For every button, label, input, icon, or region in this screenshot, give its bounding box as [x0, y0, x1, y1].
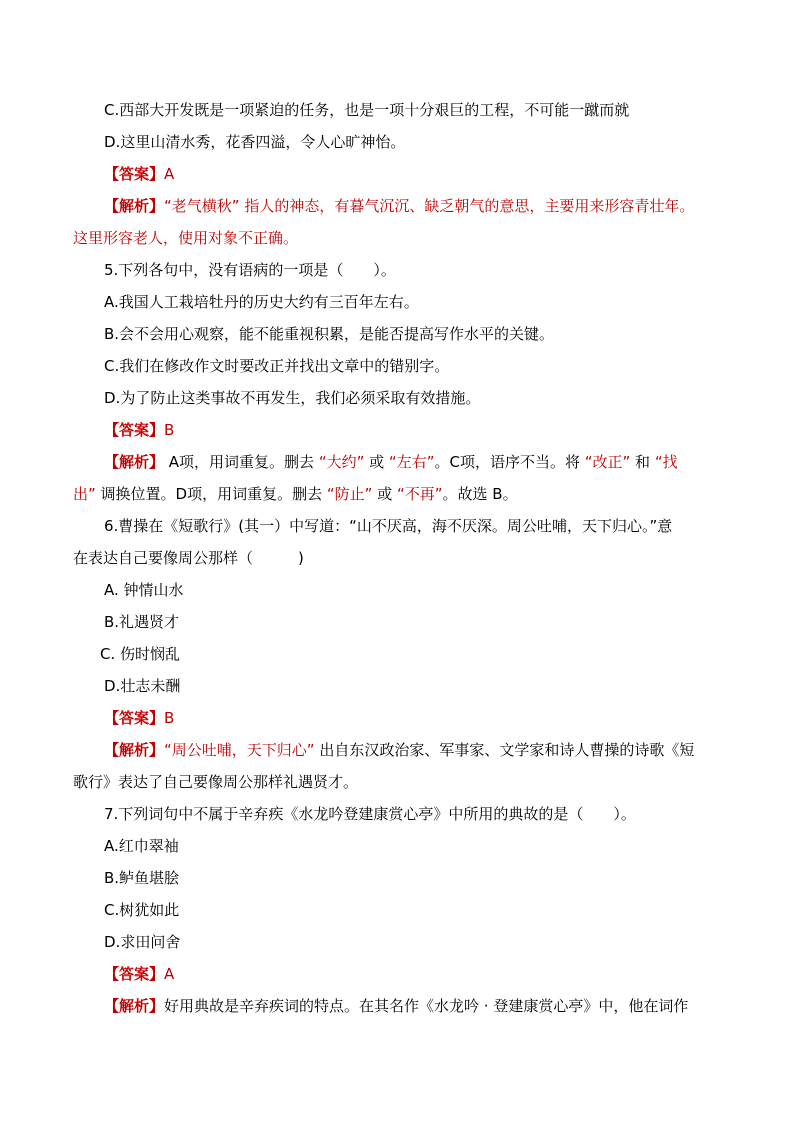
q7-option-d: D.求田问舍 — [104, 933, 181, 951]
q6-option-d: D.壮志未酬 — [104, 677, 181, 695]
q6-option-b: B.礼遇贤才 — [104, 613, 180, 631]
explanation-tag: 【解析】 — [104, 997, 165, 1015]
q5-option-d: D.为了防止这类事故不再发生，我们必须采取有效措施。 — [104, 389, 481, 407]
quoted-term: “大约” — [318, 453, 365, 471]
answer-value: B — [164, 709, 175, 727]
answer-value: B — [164, 421, 175, 439]
answer-value: A — [164, 165, 175, 183]
q4-explanation-line-2 — [73, 228, 298, 248]
quoted-term: 出” — [73, 485, 96, 503]
q7-explanation-line-1 — [104, 996, 688, 1016]
q5-stem: 5.下列各句中，没有语病的一项是（ ）。 — [104, 261, 396, 279]
explanation-tag: 【解析】 — [104, 453, 165, 471]
q4-option-d: D.这里山清水秀，花香四溢，令人心旷神怡。 — [104, 133, 406, 151]
explanation-text: 和 — [630, 453, 655, 471]
q5-explanation-line-1 — [104, 452, 678, 472]
quoted-term: “防止” — [326, 485, 373, 503]
quoted-term: “不再” — [396, 485, 443, 503]
q6-stem-line-1: 6.曹操在《短歌行》(其一）中写道：“山不厌高，海不厌深。周公吐哺，天下归心。”意 — [104, 517, 673, 535]
q6-option-a: A. 钟情山水 — [104, 581, 184, 599]
explanation-text: “老气横秋” 指人的神态，有暮气沉沉、缺乏朝气的意思，主要用来形容青壮年。 — [164, 197, 695, 215]
q5-option-a: A.我国人工栽培牡丹的历史大约有三百年左右。 — [104, 293, 419, 311]
quoted-term: “改正” — [584, 453, 631, 471]
explanation-tag: 【解析】 — [104, 741, 165, 759]
answer-tag: 【答案】 — [104, 165, 165, 183]
explanation-text: 这里形容老人，使用对象不正确。 — [73, 229, 299, 247]
q5-answer — [104, 420, 174, 440]
q7-answer — [104, 964, 174, 984]
q4-answer — [104, 164, 174, 184]
q7-option-b: B.鲈鱼堪脍 — [104, 869, 180, 887]
q4-explanation-line-1 — [104, 196, 694, 216]
quoted-term: “左右” — [388, 453, 435, 471]
q6-option-c: C. 伤时悯乱 — [100, 645, 181, 663]
answer-value: A — [164, 965, 175, 983]
q6-explanation-line-2: 歌行》表达了自己要像周公那样礼遇贤才。 — [73, 773, 359, 791]
q5-explanation-line-2 — [73, 484, 518, 504]
explanation-tag: 【解析】 — [104, 197, 165, 215]
explanation-text: 好用典故是辛弃疾词的特点。在其名作《水龙吟 · 登建康赏心亭》中，他在词作 — [164, 997, 689, 1015]
q7-stem: 7.下列词句中不属于辛弃疾《水龙吟登建康赏心亭》中所用的典故的是（ ）。 — [104, 805, 636, 823]
q7-option-c: C.树犹如此 — [104, 901, 180, 919]
quoted-term: “周公吐哺，天下归心” — [164, 741, 315, 759]
quoted-term: “找 — [654, 453, 678, 471]
q4-option-c: C.西部大开发既是一项紧迫的任务，也是一项十分艰巨的工程，不可能一蹴而就 — [104, 101, 630, 119]
q6-answer — [104, 708, 174, 728]
q6-explanation-line-1 — [104, 740, 694, 760]
explanation-text: A项，用词重复。删去 — [164, 453, 319, 471]
answer-tag: 【答案】 — [104, 421, 165, 439]
explanation-text: 调换位置。D项，用词重复。删去 — [95, 485, 327, 503]
q5-option-b: B.会不会用心观察，能不能重视积累，是能否提高写作水平的关键。 — [104, 325, 555, 343]
explanation-text: 出自东汉政治家、军事家、文学家和诗人曹操的诗歌《短 — [314, 741, 695, 759]
explanation-text: 或 — [364, 453, 389, 471]
q7-option-a: A.红巾翠袖 — [104, 837, 179, 855]
answer-tag: 【答案】 — [104, 965, 165, 983]
explanation-text: 。C项，语序不当。将 — [434, 453, 585, 471]
explanation-text: 。故选 B。 — [442, 485, 518, 503]
q6-stem-line-2: 在表达自己要像周公那样（ ) — [73, 549, 304, 567]
answer-tag: 【答案】 — [104, 709, 165, 727]
q5-option-c: C.我们在修改作文时要改正并找出文章中的错别字。 — [104, 357, 450, 375]
explanation-text: 或 — [372, 485, 397, 503]
